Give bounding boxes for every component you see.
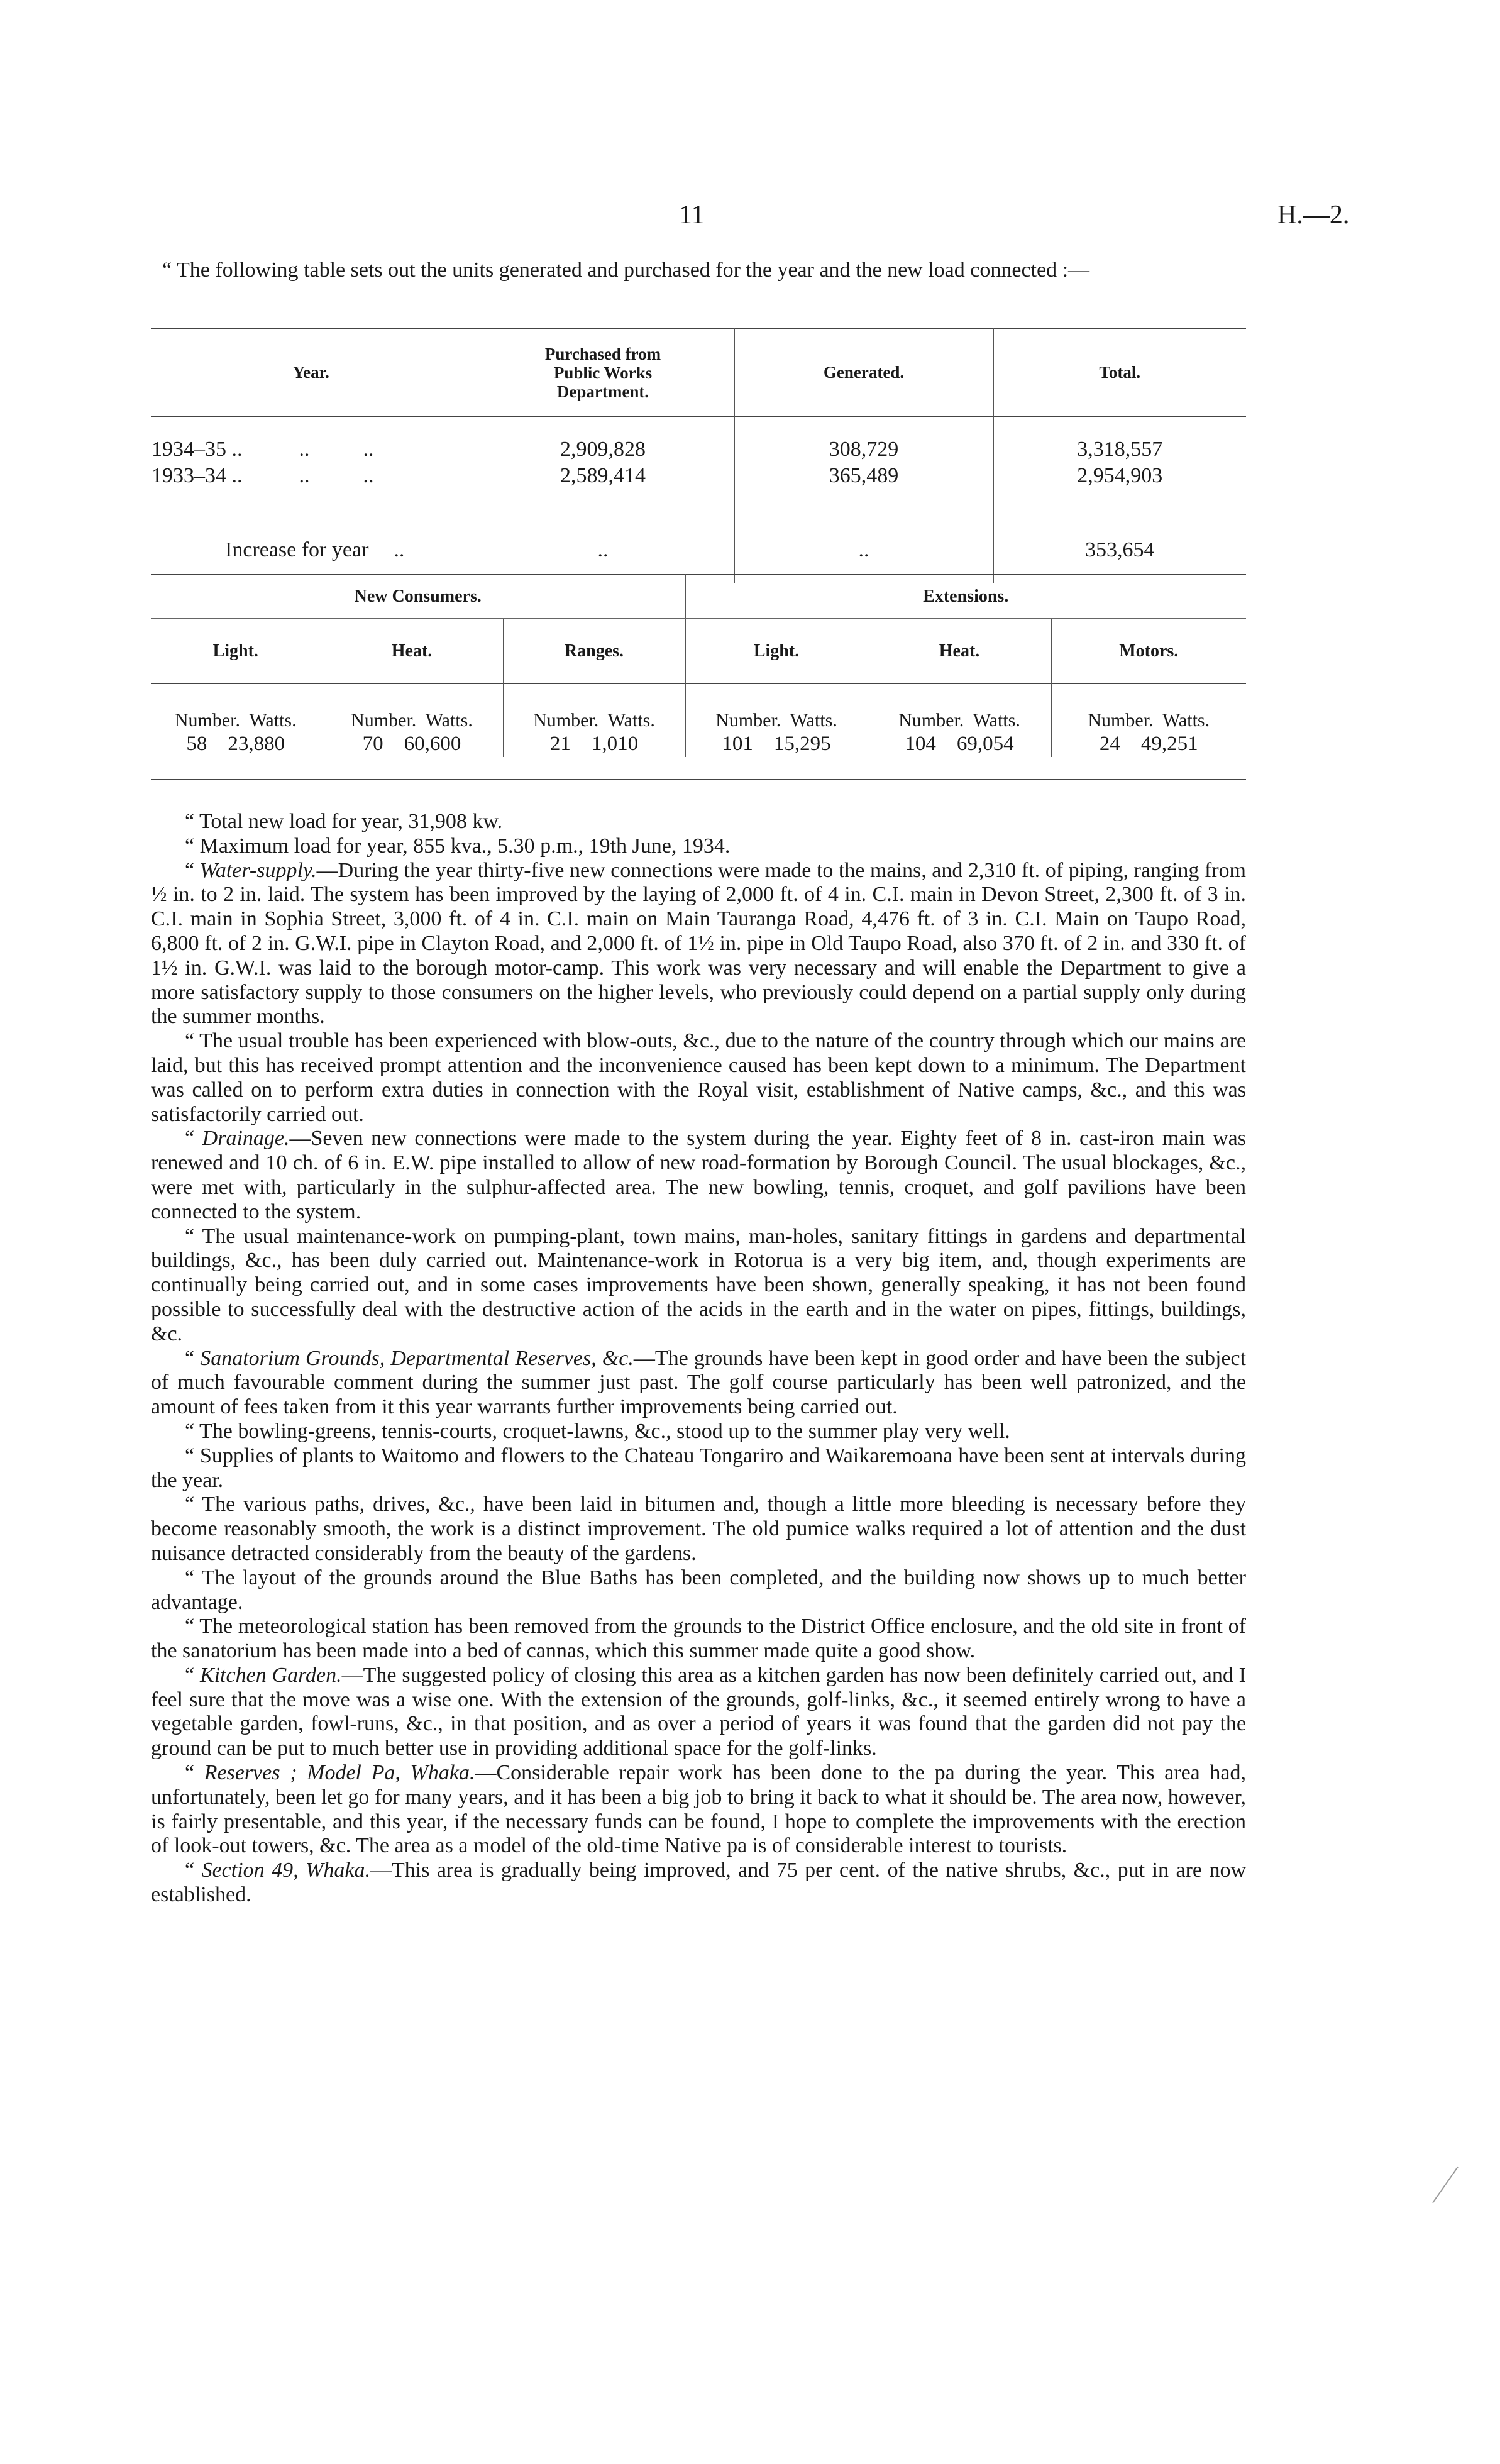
document-reference: H.—2. — [1277, 201, 1350, 229]
paragraph-total-load: “ Total new load for year, 31,908 kw. — [185, 810, 503, 833]
total-value: 3,318,557 — [993, 437, 1246, 463]
generated-value: 365,489 — [734, 463, 993, 490]
watts-label: Watts. — [790, 709, 837, 731]
category-heat: Heat. — [321, 619, 503, 684]
number-label: Number. — [715, 709, 781, 731]
col-year-header: Year. — [292, 363, 329, 382]
watts-label: Watts. — [425, 709, 473, 731]
category-motors: Motors. — [1051, 619, 1246, 684]
category-light: Light. — [212, 641, 258, 661]
heading-section-49: Section 49, Whaka. — [201, 1859, 370, 1882]
paragraph-model-pa: “ Reserves ; Model Pa, Whaka.—Considerable repair work has been done to the pa during the year. This area had, unfortunately, been let go for many years, and it has been a big job to bring it back to what it should be. The area now, however, is fairly presentable, and this year, if the necessary funds can be found, I hope to complete the improvements with the erection of look-out towers, &c. The area as a model of the old-time Native pa is of considerable interest to tourists. — [151, 1761, 1246, 1858]
category-ext-heat: Heat. — [868, 619, 1051, 684]
increase-total: 353,654 — [993, 517, 1246, 583]
paragraph-text: —Considerable repair work has been done to the pa during the year. This area had, unfortunately, been let go for many years, and it has been a big job to bring it back to what it should be. The area now, however, is fairly presentable, and this year, if the necessary funds can be found, I hope to complete the improvements with the erection of look-out towers, &c. The area as a model of the old-time Native pa is of considerable interest to tourists. — [151, 1761, 1246, 1858]
watts-value: 15,295 — [773, 732, 831, 755]
heading-water-supply: Water-supply. — [199, 858, 317, 882]
leader-dots: .. — [394, 538, 405, 561]
paragraph-drainage: “ Drainage.—Seven new connections were made to the system during the year. Eighty feet of 8 in. cast-iron main was renewed and 10 ch. of 6 in. E.W. pipe installed to allow of new road-formation by Borough Council. The usual blockages, &c., were met with, particularly in the sulphur-affected area. The new bowling, tennis, croquet, and golf pavilions have been connected to the system. — [151, 1127, 1246, 1224]
heading-kitchen-garden: Kitchen Garden. — [199, 1663, 342, 1687]
paragraph-plant-supplies: “ Supplies of plants to Waitomo and flowers to the Chateau Tongariro and Waikaremoana have been sent at intervals during the year. — [151, 1444, 1246, 1492]
leader-dots: .. .. — [299, 437, 374, 461]
watts-value: 69,054 — [956, 732, 1014, 755]
paragraph-text: —This area is gradually being improved, and 75 per cent. of the native shrubs, &c., put in are now established. — [151, 1859, 1247, 1907]
paragraph-paths: “ The various paths, drives, &c., have been laid in bitumen and, though a little more bleeding is necessary before they become reasonably smooth, the work is a distinct improvement. The old pumice walks required a lot of attention and the dust nuisance detracted considerably from the beauty of the gardens. — [151, 1493, 1246, 1565]
table-row — [151, 732, 1246, 757]
category-ranges: Ranges. — [503, 619, 685, 684]
new-consumers-header: New Consumers. — [151, 575, 685, 619]
paragraph-meteorological: “ The meteorological station has been removed from the grounds to the District Office enclosure, and the old site in front of the sanatorium has been made into a bed of cannas, which this summer made quite a good show. — [151, 1615, 1246, 1663]
table-row — [151, 437, 1246, 463]
number-value: 70 — [362, 732, 383, 755]
col-generated-header: Generated. — [734, 329, 993, 417]
margin-pencil-mark — [1432, 2167, 1459, 2203]
paragraph-blow-outs: “ The usual trouble has been experienced with blow-outs, &c., due to the nature of the country through which our mains are laid, but this has received prompt attention and the inconvenience caused has been kept down to a minimum. The Department was called on to perform extra duties in connection with the Royal visit, establishment of Native camps, &c., and this was satisfactorily carried out. — [151, 1029, 1246, 1126]
number-label: Number. — [898, 709, 964, 731]
watts-value: 60,600 — [404, 732, 461, 755]
number-value: 101 — [722, 732, 753, 755]
number-label: Number. — [351, 709, 417, 731]
increase-label: Increase for year — [225, 538, 369, 561]
col-total-header: Total. — [993, 329, 1246, 417]
page-number: 11 — [679, 201, 705, 229]
paragraph-water-supply: “ Water-supply.—During the year thirty-five new connections were made to the mains, and 2,310 ft. of piping, ranging from ½ in. to 2 in. laid. The system has been improved by the laying of 2,000 ft. of 4 in. C.I. main in Devon Street, 2,300 ft. of 3 in. C.I. main in Sophia Street, 3,000 ft. of 4 in. C.I. main on Main Tauranga Road, 4,476 ft. of 3 in. C.I. Main on Taupo Road, 6,800 ft. of 2 in. G.W.I. pipe in Clayton Road, and 2,000 ft. of 1½ in. pipe in Old Taupo Road, also 370 ft. of 2 in. and 330 ft. of 1½ in. G.W.I. was laid to the borough motor-camp. This work was very necessary and will enable the Department to give a more satisfactory supply to those consumers on the higher levels, who previously could depend on a partial supply only during the summer months. — [151, 858, 1247, 1029]
year-label: 1934–35 .. — [152, 437, 243, 461]
number-value: 21 — [549, 732, 571, 755]
paragraph-maintenance: “ The usual maintenance-work on pumping-plant, town mains, man-holes, sanitary fittings in gardens and departmental buildings, &c., has been duly carried out. Maintenance-work in Rotorua is a very big item, and, though experiments are continually being carried out, and in some cases improvements have been shown, generally speaking, it has not been found possible to successfully deal with the destructive action of the acids in the earth and in the water on pipes, fittings, buildings, &c. — [151, 1224, 1246, 1345]
increase-purchased: .. — [472, 517, 734, 583]
leader-dots: .. .. — [299, 463, 374, 487]
number-value: 58 — [186, 732, 207, 755]
paragraph-sanatorium-grounds: “ Sanatorium Grounds, Departmental Reserves, &c.—The grounds have been kept in good order and have been the subject of much favourable comment during the summer just past. The golf course particularly has been well patronized, and the amount of fees taken from it this year warrants further improvements being carried out. — [151, 1346, 1247, 1419]
purchased-value: 2,909,828 — [472, 437, 734, 463]
number-value: 24 — [1099, 732, 1120, 755]
paragraph-text: —The grounds have been kept in good order and have been the subject of much favourable comment during the summer just past. The golf course particularly has been well patronized, and the amount of fees taken from it this year warrants further improvements being carried out. — [151, 1346, 1247, 1419]
heading-drainage: Drainage. — [202, 1127, 290, 1151]
extensions-header: Extensions. — [685, 575, 1246, 619]
number-value: 104 — [905, 732, 936, 755]
watts-label: Watts. — [973, 709, 1020, 731]
generated-value: 308,729 — [734, 437, 993, 463]
watts-label: Watts. — [607, 709, 655, 731]
col-purchased-header: Purchased from Public Works Department. — [472, 329, 734, 417]
watts-label: Watts. — [1162, 709, 1210, 731]
paragraph-bowling-greens: “ The bowling-greens, tennis-courts, croquet-lawns, &c., stood up to the summer play very well. — [185, 1419, 1010, 1443]
watts-value: 49,251 — [1140, 732, 1198, 755]
number-label: Number. — [533, 709, 599, 731]
paragraph-text: —The suggested policy of closing this area as a kitchen garden has now been definitely carried out, and I feel sure that the move was a wise one. With the extension of the grounds, golf-links, &c., it seemed entirely wrong to have a vegetable garden, fowl-runs, &c., in that position, and as over a period of years it was found that the garden did not pay the ground can be put to much better use in providing additional space for the golf-links. — [151, 1663, 1247, 1760]
paragraph-maximum-load: “ Maximum load for year, 855 kva., 5.30 p.m., 19th June, 1934. — [185, 834, 731, 858]
consumers-extensions-table — [151, 574, 1246, 780]
paragraph-kitchen-garden: “ Kitchen Garden.—The suggested policy of closing this area as a kitchen garden has now been definitely carried out, and I feel sure that the move was a wise one. With the extension of the grounds, golf-links, &c., it seemed entirely wrong to have a vegetable garden, fowl-runs, &c., in that position, and as over a period of years it was found that the garden did not pay the ground can be put to much better use in providing additional space for the golf-links. — [151, 1663, 1247, 1760]
year-label: 1933–34 .. — [152, 463, 243, 487]
heading-sanatorium-grounds: Sanatorium Grounds, Departmental Reserves, &c. — [200, 1346, 634, 1370]
watts-value: 1,010 — [591, 732, 639, 755]
paragraph-section-49: “ Section 49, Whaka.—This area is gradually being improved, and 75 per cent. of the native shrubs, &c., put in are now established. — [151, 1859, 1247, 1907]
table-row — [151, 463, 1246, 490]
report-body — [151, 810, 1246, 1908]
category-ext-light: Light. — [685, 619, 868, 684]
units-table — [151, 328, 1246, 583]
increase-row — [151, 517, 1246, 583]
table-intro-text: “ The following table sets out the units generated and purchased for the year and the new load connected :— — [162, 258, 1090, 282]
paragraph-text: —Seven new connections were made to the system during the year. Eighty feet of 8 in. cast-iron main was renewed and 10 ch. of 6 in. E.W. pipe installed to allow of new road-formation by Borough Council. The usual blockages, &c., were met with, particularly in the sulphur-affected area. The new bowling, tennis, croquet, and golf pavilions have been connected to the system. — [151, 1127, 1246, 1224]
watts-value: 23,880 — [228, 732, 285, 755]
paragraph-blue-baths: “ The layout of the grounds around the Blue Baths has been completed, and the building now shows up to much better advantage. — [151, 1566, 1246, 1614]
heading-reserves: Reserves ; Model Pa, Whaka. — [204, 1761, 475, 1785]
number-label: Number. — [1088, 709, 1154, 731]
number-label: Number. — [174, 709, 241, 731]
total-value: 2,954,903 — [993, 463, 1246, 490]
purchased-value: 2,589,414 — [472, 463, 734, 490]
increase-generated: .. — [734, 517, 993, 583]
paragraph-text: —During the year thirty-five new connections were made to the mains, and 2,310 ft. of piping, ranging from ½ in. to 2 in. laid. The system has been improved by the laying of 2,000 ft. of 4 in. C.I. main in Devon Street, 2,300 ft. of 3 in. C.I. main in Sophia Street, 3,000 ft. of 4 in. C.I. main on Main Tauranga Road, 4,476 ft. of 3 in. C.I. Main on Taupo Road, 6,800 ft. of 2 in. G.W.I. pipe in Clayton Road, and 2,000 ft. of 1½ in. pipe in Old Taupo Road, also 370 ft. of 2 in. and 330 ft. of 1½ in. G.W.I. was laid to the borough motor-camp. This work was very necessary and will enable the Department to give a more satisfactory supply to those consumers on the higher levels, who previously could depend on a partial supply only during the summer months. — [151, 858, 1247, 1029]
watts-label: Watts. — [249, 709, 297, 731]
